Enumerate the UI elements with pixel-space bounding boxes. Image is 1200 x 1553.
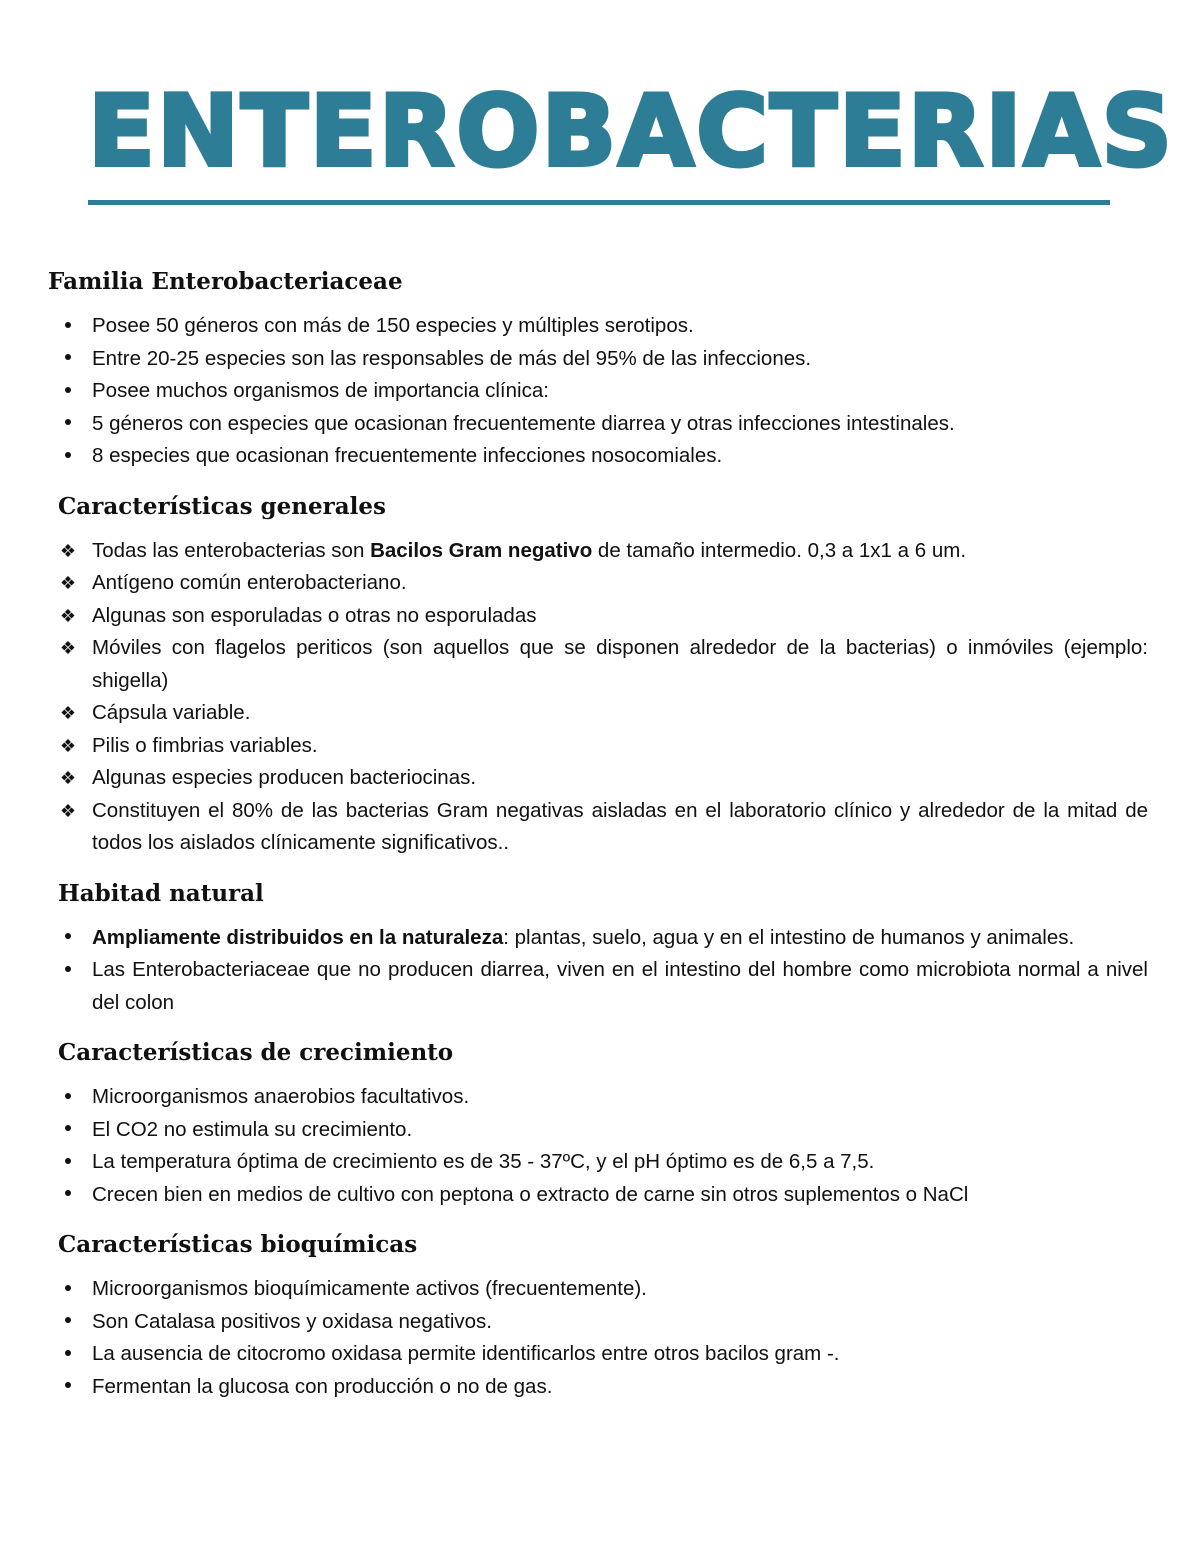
list-item [48, 1114, 1148, 1147]
section-heading: Características generales [58, 492, 386, 520]
list-item-text: La temperatura óptima de crecimiento es de 35 - 37ºC, y el pH óptimo es de 6,5 a 7,5. [92, 1150, 875, 1173]
bullet-dot-icon [56, 310, 80, 343]
list-item [48, 1306, 1148, 1339]
bullet-dot-icon [56, 375, 80, 408]
list-item-text-after: de tamaño intermedio. 0,3 a 1x1 a 6 um. [592, 538, 967, 562]
bullet-dot-icon [56, 1306, 80, 1339]
diamond-bullet-icon: ❖ [59, 605, 77, 626]
bullet-dot-icon [56, 1081, 80, 1114]
list-item [48, 697, 1148, 730]
list-item [48, 600, 1148, 633]
list-item [48, 730, 1148, 763]
list-item-text: Algunas son esporuladas o otras no esporuladas [92, 603, 537, 627]
list-item-text-after: : plantas, suelo, agua y en el intestino de humanos y animales. [503, 925, 1075, 949]
list-item [48, 1179, 1148, 1212]
section-caracteristicas-generales [48, 487, 1148, 860]
list-item [48, 1273, 1148, 1306]
list-item [48, 1371, 1148, 1404]
list-item [48, 408, 1148, 441]
diamond-bullet-icon: ❖ [59, 573, 77, 593]
list-item-text-bold: Bacilos Gram negativo [370, 538, 593, 562]
bullet-dot-icon [56, 343, 80, 376]
list-item [48, 1081, 1148, 1114]
list-item-text: El CO2 no estimula su crecimiento. [92, 1117, 413, 1141]
list-item-text: Constituyen el 80% de las bacterias Gram negativas aisladas en el laboratorio clínico y alrededor de la mitad de todos los aislados clínicamente significativos.. [92, 798, 1148, 854]
list-item [48, 632, 1148, 697]
section-familia [48, 262, 1148, 473]
title-underline [88, 200, 1110, 205]
list-item-text: Microorganismos anaerobios facultativos. [92, 1085, 470, 1108]
list-item-text: Pilis o fimbrias variables. [92, 733, 318, 757]
list-item-text: Posee muchos organismos de importancia clínica: [92, 379, 549, 402]
section-crecimiento [48, 1033, 1148, 1211]
list-item [48, 954, 1148, 1019]
list-item-text: Antígeno común enterobacteriano. [92, 571, 407, 594]
list-item-text: Crecen bien en medios de cultivo con peptona o extracto de carne sin otros suplementos o NaCl [92, 1182, 969, 1206]
section-heading: Familia Enterobacteriaceae [48, 268, 403, 295]
list-item [48, 922, 1148, 955]
diamond-bullet-icon: ❖ [59, 735, 77, 756]
list-item [48, 343, 1148, 376]
list-item [48, 535, 1148, 568]
list-item-text: Son Catalasa positivos y oxidasa negativos. [92, 1309, 492, 1333]
bullet-dot-icon [56, 1146, 80, 1179]
list-item-text: 8 especies que ocasionan frecuentemente infecciones nosocomiales. [92, 444, 723, 467]
bullet-dot-icon [56, 954, 80, 987]
list-item [48, 762, 1148, 795]
list-item [48, 567, 1148, 600]
section-habitad-natural [48, 874, 1148, 1020]
bullet-dot-icon [56, 1179, 80, 1212]
list-item-text: Algunas especies producen bacteriocinas. [92, 766, 477, 789]
bullet-dot-icon [56, 1338, 80, 1371]
list-item-text-before: Todas las enterobacterias son [92, 538, 371, 562]
bullet-list [48, 310, 1148, 473]
list-item-text: 5 géneros con especies que ocasionan frecuentemente diarrea y otras infecciones intestinales. [92, 411, 955, 435]
list-item-text: Microorganismos bioquímicamente activos (frecuentemente). [92, 1277, 647, 1300]
bullet-dot-icon [56, 1371, 80, 1404]
bullet-dot-icon [56, 1114, 80, 1147]
bullet-dot-icon [56, 440, 80, 473]
list-item [48, 1338, 1148, 1371]
list-item [48, 1146, 1148, 1179]
bullet-list [48, 922, 1148, 1020]
bullet-dot-icon [56, 922, 80, 955]
diamond-bullet-icon: ❖ [59, 703, 77, 723]
section-heading: Características bioquímicas [58, 1231, 418, 1258]
list-item-text: Las Enterobacteriaceae que no producen diarrea, viven en el intestino del hombre como microbiota normal a nivel del colon [92, 958, 1148, 1014]
diamond-bullet-icon: ❖ [59, 638, 77, 658]
bullet-list [48, 1273, 1148, 1403]
bullet-dot-icon [56, 408, 80, 441]
document-body [48, 262, 1148, 1403]
diamond-bullet-icon: ❖ [59, 540, 77, 561]
bullet-list [48, 1081, 1148, 1211]
bullet-dot-icon [56, 1273, 80, 1306]
list-item [48, 795, 1148, 860]
diamond-bullet-icon: ❖ [59, 768, 77, 788]
diamond-bullet-icon: ❖ [59, 800, 77, 821]
list-item-text: Entre 20-25 especies son las responsables de más del 95% de las infecciones. [92, 346, 812, 370]
bullet-list [48, 535, 1148, 860]
list-item-text-bold: Ampliamente distribuidos en la naturaleza [92, 925, 504, 949]
list-item-text: Fermentan la glucosa con producción o no de gas. [92, 1374, 553, 1398]
list-item-text: Posee 50 géneros con más de 150 especies y múltiples serotipos. [92, 314, 694, 337]
list-item-text: Móviles con flagelos periticos (son aquellos que se disponen alrededor de la bacterias) o inmóviles (ejemplo: shigella) [92, 636, 1148, 692]
list-item [48, 310, 1148, 343]
page-title: ENTEROBACTERIAS [88, 75, 1175, 189]
list-item [48, 440, 1148, 473]
section-bioquimicas [48, 1225, 1148, 1403]
list-item-text: Cápsula variable. [92, 701, 251, 724]
section-heading: Características de crecimiento [58, 1039, 454, 1066]
section-heading: Habitad natural [58, 879, 264, 907]
list-item-text: La ausencia de citocromo oxidasa permite identificarlos entre otros bacilos gram -. [92, 1342, 840, 1365]
list-item [48, 375, 1148, 408]
